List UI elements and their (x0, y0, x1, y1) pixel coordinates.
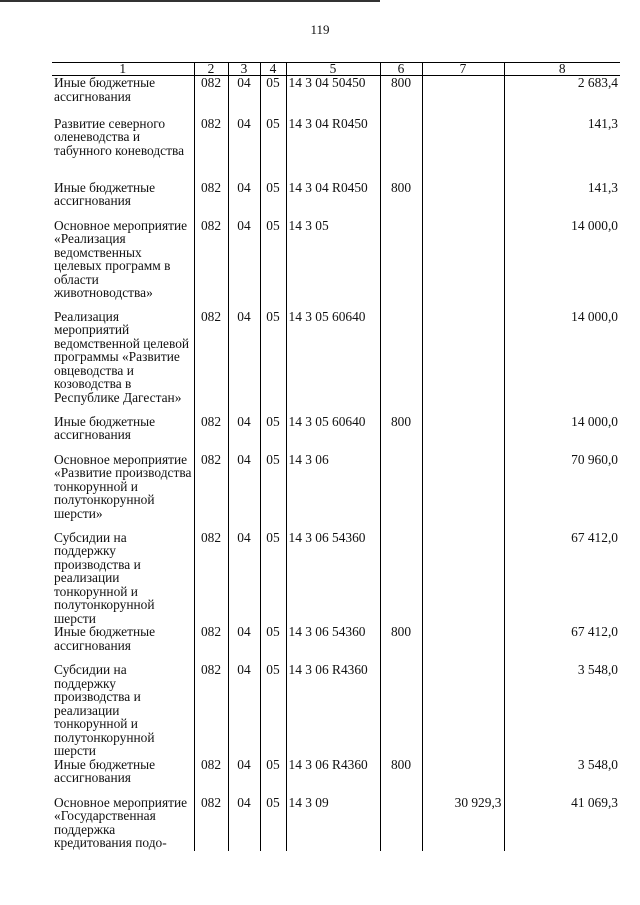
row-name: Иные бюджетные ассигнования (54, 413, 156, 442)
expense-type (380, 219, 422, 310)
amount: 3 548,0 (504, 663, 620, 758)
header-row (52, 63, 620, 76)
row-name: Реализация мероприятий ведомственной целевой программы «Развитие овцеводства и козоводства в Республике Дагестан» (54, 308, 190, 405)
amount: 2 683,4 (504, 76, 620, 117)
top-rule (0, 0, 380, 2)
expense-type: 800 (380, 415, 422, 453)
target-article: 14 3 09 (286, 796, 380, 851)
subsection-code: 05 (260, 76, 286, 117)
row-name: Иные бюджетные ассигнования (54, 756, 156, 785)
section-code: 04 (228, 796, 260, 851)
table-row (52, 310, 620, 415)
ministry-code: 082 (194, 310, 228, 415)
col7-amount (422, 625, 504, 663)
ministry-code: 082 (194, 796, 228, 851)
col7-amount (422, 453, 504, 531)
target-article: 14 3 04 50450 (286, 76, 380, 117)
ministry-code: 082 (194, 663, 228, 758)
col7-amount (422, 758, 504, 796)
col7-amount (422, 219, 504, 310)
expense-type (380, 117, 422, 181)
ministry-code: 082 (194, 758, 228, 796)
col7-amount (422, 76, 504, 117)
col7-amount (422, 181, 504, 219)
ministry-code: 082 (194, 117, 228, 181)
table-row (52, 76, 620, 117)
amount: 14 000,0 (504, 310, 620, 415)
table-row (52, 453, 620, 531)
target-article: 14 3 06 R4360 (286, 663, 380, 758)
ministry-code: 082 (194, 531, 228, 626)
row-name: Иные бюджетные ассигнования (54, 179, 156, 208)
amount: 14 000,0 (504, 415, 620, 453)
target-article: 14 3 05 60640 (286, 415, 380, 453)
amount: 14 000,0 (504, 219, 620, 310)
row-name: Развитие северного оленеводства и табунного коневодства (54, 115, 185, 158)
col7-amount (422, 415, 504, 453)
col7-amount (422, 531, 504, 626)
section-code: 04 (228, 76, 260, 117)
col7-amount (422, 663, 504, 758)
expense-type (380, 663, 422, 758)
column-header: 4 (260, 63, 286, 76)
table-row (52, 415, 620, 453)
ministry-code: 082 (194, 181, 228, 219)
row-name: Иные бюджетные ассигнования (54, 624, 156, 653)
column-header: 7 (422, 63, 504, 76)
subsection-code: 05 (260, 758, 286, 796)
section-code: 04 (228, 117, 260, 181)
expense-type: 800 (380, 181, 422, 219)
subsection-code: 05 (260, 181, 286, 219)
subsection-code: 05 (260, 796, 286, 851)
page-number: 119 (310, 22, 330, 37)
table-row (52, 758, 620, 796)
column-header: 2 (194, 63, 228, 76)
expense-type (380, 796, 422, 851)
column-header: 1 (52, 63, 194, 76)
row-name: Иные бюджетные ассигнования (54, 75, 156, 104)
target-article: 14 3 06 R4360 (286, 758, 380, 796)
subsection-code: 05 (260, 219, 286, 310)
section-code: 04 (228, 415, 260, 453)
table-row (52, 796, 620, 851)
col7-amount (422, 117, 504, 181)
table-row (52, 663, 620, 758)
target-article: 14 3 06 54360 (286, 625, 380, 663)
table-row (52, 625, 620, 663)
expense-type (380, 310, 422, 415)
row-name: Субсидии на поддержку производства и реализации тонкорунной и полутонкорунной шерсти (54, 662, 155, 758)
row-name: Основное мероприятие «Государственная поддержка кредитования подо- (54, 794, 188, 850)
budget-table (52, 62, 620, 851)
row-name: Субсидии на поддержку производства и реализации тонкорунной и полутонкорунной шерсти (54, 529, 155, 626)
amount: 67 412,0 (504, 531, 620, 626)
subsection-code: 05 (260, 453, 286, 531)
ministry-code: 082 (194, 453, 228, 531)
ministry-code: 082 (194, 219, 228, 310)
table-row (52, 219, 620, 310)
column-header: 6 (380, 63, 422, 76)
ministry-code: 082 (194, 415, 228, 453)
section-code: 04 (228, 531, 260, 626)
section-code: 04 (228, 758, 260, 796)
expense-type: 800 (380, 625, 422, 663)
row-name: Основное мероприятие «Реализация ведомственных целевых программ в области животноводства» (54, 217, 188, 300)
expense-type (380, 531, 422, 626)
amount: 3 548,0 (504, 758, 620, 796)
table-row (52, 531, 620, 626)
target-article: 14 3 04 R0450 (286, 181, 380, 219)
section-code: 04 (228, 453, 260, 531)
expense-type: 800 (380, 76, 422, 117)
column-header: 8 (504, 63, 620, 76)
amount: 70 960,0 (504, 453, 620, 531)
section-code: 04 (228, 663, 260, 758)
section-code: 04 (228, 181, 260, 219)
amount: 41 069,3 (504, 796, 620, 851)
table-row (52, 117, 620, 181)
target-article: 14 3 06 54360 (286, 531, 380, 626)
subsection-code: 05 (260, 415, 286, 453)
ministry-code: 082 (194, 625, 228, 663)
col7-amount: 30 929,3 (422, 796, 504, 851)
target-article: 14 3 05 (286, 219, 380, 310)
column-header: 5 (286, 63, 380, 76)
target-article: 14 3 06 (286, 453, 380, 531)
subsection-code: 05 (260, 310, 286, 415)
subsection-code: 05 (260, 663, 286, 758)
ministry-code: 082 (194, 76, 228, 117)
subsection-code: 05 (260, 117, 286, 181)
section-code: 04 (228, 310, 260, 415)
row-name: Основное мероприятие «Развитие производства тонкорунной и полутонкорунной шерсти» (54, 451, 192, 521)
amount: 141,3 (504, 117, 620, 181)
amount: 141,3 (504, 181, 620, 219)
table-row (52, 181, 620, 219)
col7-amount (422, 310, 504, 415)
column-header: 3 (228, 63, 260, 76)
target-article: 14 3 05 60640 (286, 310, 380, 415)
subsection-code: 05 (260, 531, 286, 626)
subsection-code: 05 (260, 625, 286, 663)
amount: 67 412,0 (504, 625, 620, 663)
section-code: 04 (228, 625, 260, 663)
section-code: 04 (228, 219, 260, 310)
target-article: 14 3 04 R0450 (286, 117, 380, 181)
expense-type: 800 (380, 758, 422, 796)
expense-type (380, 453, 422, 531)
